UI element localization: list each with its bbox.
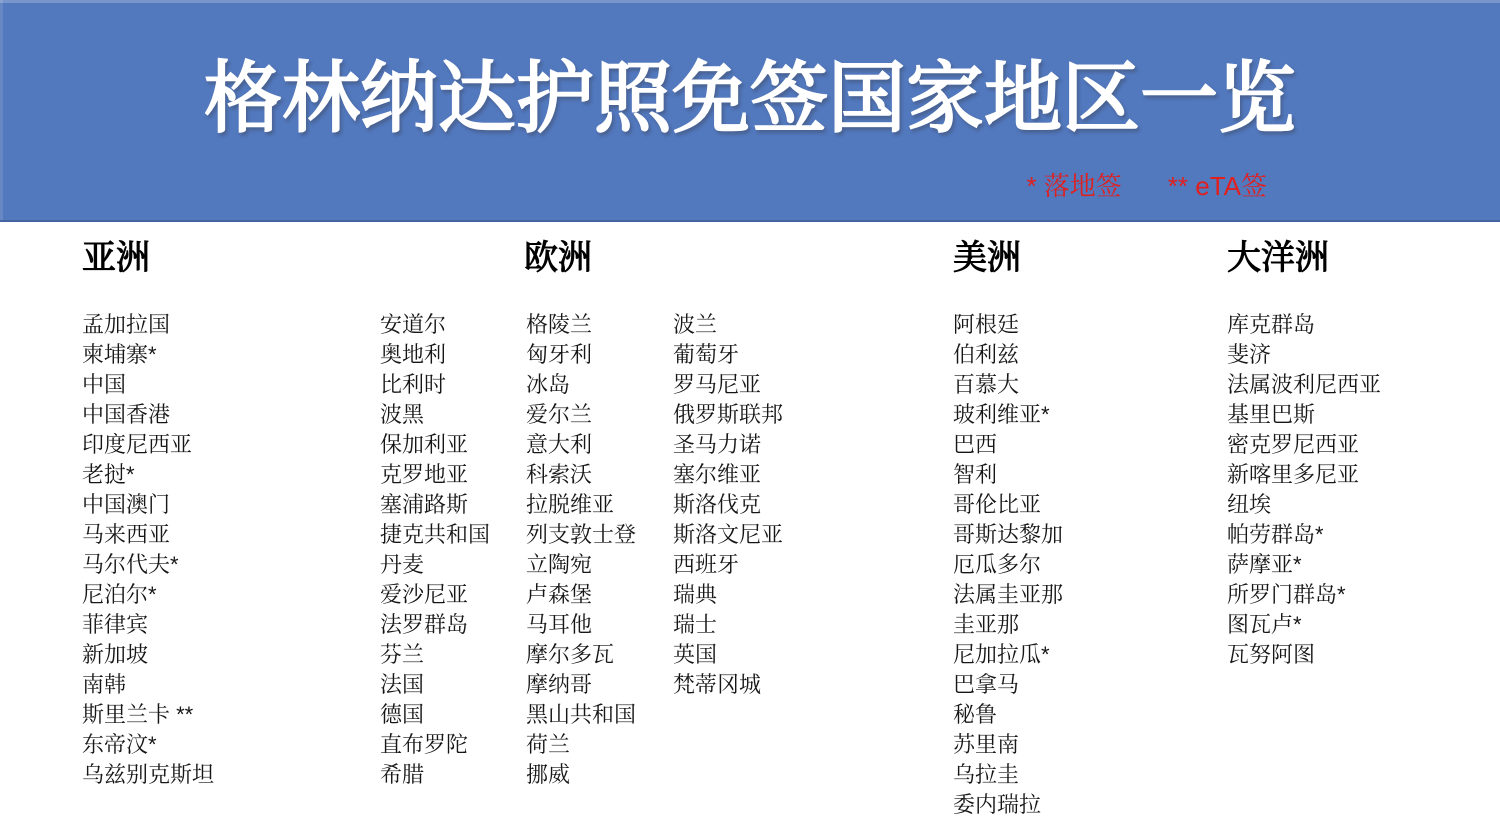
country-item: 直布罗陀 — [380, 732, 469, 757]
country-item: 孟加拉国 — [82, 312, 171, 337]
country-item: 菲律宾 — [82, 612, 149, 637]
country-item: 葡萄牙 — [673, 342, 740, 367]
country-item: 爱尔兰 — [526, 402, 593, 427]
country-item: 挪威 — [526, 762, 571, 787]
country-item: 保加利亚 — [380, 432, 469, 457]
section-header-americas: 美洲 — [953, 239, 1021, 277]
country-item: 冰岛 — [526, 372, 571, 397]
country-item: 帕劳群岛* — [1227, 522, 1324, 547]
country-item: 丹麦 — [380, 552, 425, 577]
country-item: 瑞典 — [673, 582, 718, 607]
country-item: 俄罗斯联邦 — [673, 402, 784, 427]
country-item: 法属圭亚那 — [953, 582, 1064, 607]
country-item: 格陵兰 — [526, 312, 593, 337]
country-item: 德国 — [380, 702, 425, 727]
country-item: 厄瓜多尔 — [953, 552, 1042, 577]
country-item: 新喀里多尼亚 — [1227, 462, 1360, 487]
country-item: 黑山共和国 — [526, 702, 637, 727]
country-item: 所罗门群岛* — [1227, 582, 1346, 607]
country-item: 斯洛文尼亚 — [673, 522, 784, 547]
country-item: 马来西亚 — [82, 522, 171, 547]
country-item: 南韩 — [82, 672, 127, 697]
country-item: 奥地利 — [380, 342, 447, 367]
country-item: 尼加拉瓜* — [953, 642, 1050, 667]
country-item: 瓦努阿图 — [1227, 642, 1316, 667]
country-item: 匈牙利 — [526, 342, 593, 367]
country-item: 比利时 — [380, 372, 447, 397]
country-item: 秘鲁 — [953, 702, 998, 727]
page-title: 格林纳达护照免签国家地区一览 — [203, 54, 1296, 142]
country-item: 克罗地亚 — [380, 462, 469, 487]
country-item: 立陶宛 — [526, 552, 593, 577]
country-item: 英国 — [673, 642, 718, 667]
legend — [1026, 170, 1267, 202]
country-item: 委内瑞拉 — [953, 792, 1042, 817]
legend-eta: ** eTA签 — [1167, 171, 1267, 201]
country-item: 尼泊尔* — [82, 582, 157, 607]
section-header-oceania: 大洋洲 — [1227, 239, 1329, 277]
country-item: 哥斯达黎加 — [953, 522, 1064, 547]
country-item: 希腊 — [380, 762, 425, 787]
country-item: 卢森堡 — [526, 582, 593, 607]
country-item: 法罗群岛 — [380, 612, 469, 637]
country-item: 纽埃 — [1227, 492, 1272, 517]
country-item: 密克罗尼西亚 — [1227, 432, 1360, 457]
country-item: 波黑 — [380, 402, 425, 427]
country-item: 中国香港 — [82, 402, 171, 427]
country-item: 意大利 — [526, 432, 593, 457]
country-item: 摩尔多瓦 — [526, 642, 615, 667]
country-item: 巴拿马 — [953, 672, 1020, 697]
country-item: 玻利维亚* — [953, 402, 1050, 427]
country-item: 巴西 — [953, 432, 998, 457]
country-item: 苏里南 — [953, 732, 1020, 757]
country-item: 库克群岛 — [1227, 312, 1316, 337]
country-item: 摩纳哥 — [526, 672, 593, 697]
country-item: 乌拉圭 — [953, 762, 1020, 787]
country-item: 斐济 — [1227, 342, 1272, 367]
country-item: 老挝* — [82, 462, 135, 487]
country-item: 圭亚那 — [953, 612, 1020, 637]
country-item: 伯利兹 — [953, 342, 1020, 367]
europe-country-list-1 — [380, 310, 490, 790]
country-item: 科索沃 — [526, 462, 593, 487]
country-item: 斯洛伐克 — [673, 492, 762, 517]
country-item: 图瓦卢* — [1227, 612, 1302, 637]
title-banner — [0, 0, 1500, 222]
country-item: 爱沙尼亚 — [380, 582, 469, 607]
country-item: 东帝汶* — [82, 732, 157, 757]
country-item: 智利 — [953, 462, 998, 487]
country-item: 梵蒂冈城 — [673, 672, 762, 697]
europe-country-list-2 — [526, 310, 636, 790]
asia-country-list — [82, 310, 214, 790]
country-item: 圣马力诺 — [673, 432, 762, 457]
country-item: 乌兹别克斯坦 — [82, 762, 215, 787]
country-item: 西班牙 — [673, 552, 740, 577]
country-item: 马尔代夫* — [82, 552, 179, 577]
country-item: 哥伦比亚 — [953, 492, 1042, 517]
country-item: 安道尔 — [380, 312, 447, 337]
country-item: 斯里兰卡 ** — [82, 702, 194, 727]
country-item: 柬埔寨* — [82, 342, 157, 367]
country-item: 印度尼西亚 — [82, 432, 193, 457]
country-item: 阿根廷 — [953, 312, 1020, 337]
country-item: 萨摩亚* — [1227, 552, 1302, 577]
section-header-europe: 欧洲 — [524, 239, 592, 277]
country-item: 塞浦路斯 — [380, 492, 469, 517]
country-item: 百慕大 — [953, 372, 1020, 397]
country-item: 捷克共和国 — [380, 522, 491, 547]
country-item: 法属波利尼西亚 — [1227, 372, 1382, 397]
country-item: 中国 — [82, 372, 127, 397]
country-item: 拉脱维亚 — [526, 492, 615, 517]
europe-country-list-3 — [673, 310, 783, 700]
country-item: 芬兰 — [380, 642, 425, 667]
country-item: 塞尔维亚 — [673, 462, 762, 487]
country-item: 法国 — [380, 672, 425, 697]
section-header-asia: 亚洲 — [82, 239, 150, 277]
country-item: 中国澳门 — [82, 492, 171, 517]
country-item: 瑞士 — [673, 612, 718, 637]
country-item: 荷兰 — [526, 732, 571, 757]
country-item: 列支敦士登 — [526, 522, 637, 547]
country-item: 马耳他 — [526, 612, 593, 637]
country-item: 基里巴斯 — [1227, 402, 1316, 427]
americas-country-list — [953, 310, 1063, 820]
country-item: 罗马尼亚 — [673, 372, 762, 397]
country-item: 波兰 — [673, 312, 718, 337]
country-item: 新加坡 — [82, 642, 149, 667]
oceania-country-list — [1227, 310, 1381, 670]
legend-visa-on-arrival: * 落地签 — [1026, 171, 1122, 201]
